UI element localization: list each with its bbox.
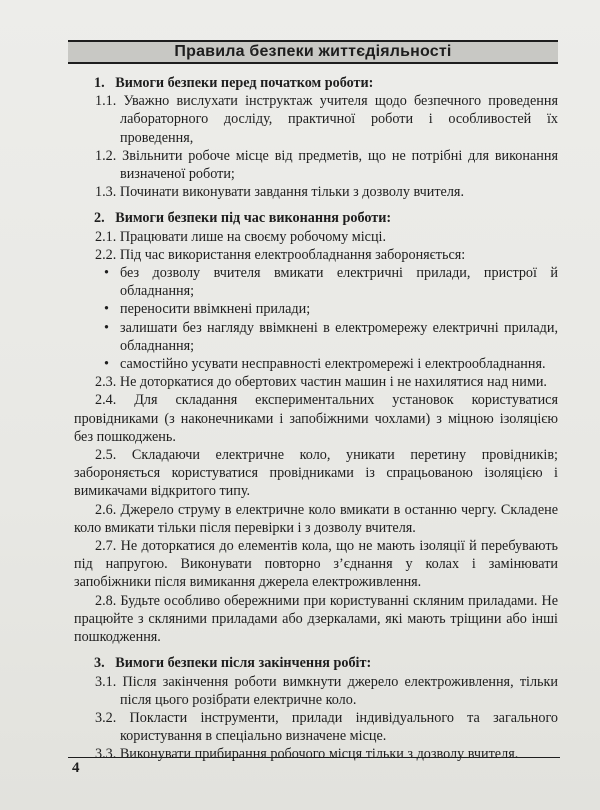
page-number: 4 [72, 760, 80, 776]
bullet-dot-icon: • [104, 319, 109, 336]
bullet-dot-icon: • [104, 356, 109, 373]
rule-item: 2.3. Не доторкатися до обертових частин машин і не нахилятися над ними. [95, 374, 547, 391]
rule-item: 1.1. Уважно вислухати інструктаж учителя щодо безпечного проведення лабораторного досліду, практичної роботи і особливостей їх проведення, [95, 93, 558, 146]
page-title: Правила безпеки життєдіяльності [174, 43, 452, 60]
bullet-item: • залишати без нагляду ввімкнені в електромережу електричні прилади, обладнання; [104, 319, 558, 354]
bullet-dot-icon: • [104, 301, 109, 318]
rule-item: 3.3. Виконувати прибирання робочого місця тільки з дозволу вчителя. [95, 746, 519, 763]
rule-item: 1.2. Звільнити робоче місце від предметів, що не потрібні для виконання визначеної роботи; [95, 147, 558, 183]
section-title: 1. Вимоги безпеки перед початком роботи: [94, 75, 374, 91]
rule-item: 2.4. Для складання експериментальних установок користуватися провідниками (з наконечниками і запобіжними чохлами) з міцною ізоляцією без пошкоджень. [74, 392, 558, 445]
rule-item: 2.8. Будьте особливо обережними при користуванні скляним приладами. Не працюйте з скляними приладами або дзеркалами, які мають тріщини або інші пошкодження. [74, 592, 559, 646]
document-content [74, 74, 558, 764]
rule-item: 2.2. Під час використання електрообладнання забороняється: [95, 246, 466, 263]
rule-item: 2.5. Складаючи електричне коло, уникати перетину провідників; забороняється користуватися провідниками із спрацьованою ізоляцією і вимикачами відкритого типу. [74, 447, 559, 500]
bullet-item: • без дозволу вчителя вмикати електричні прилади, пристрої й обладнання; [104, 265, 558, 300]
footer-divider [68, 757, 560, 758]
bullet-dot-icon: • [104, 265, 109, 282]
rule-item: 3.2. Поклaсти інструменти, прилади індивідуального та загального користування в спеціально визначене місце. [95, 709, 559, 745]
page-header-bar [68, 40, 558, 64]
rule-item: 2.7. Не доторкатися до елементів кола, що не мають ізоляції й перебувають під напругою. Виконувати повторно з’єднання у колах і замінювати запобіжники після вимикання джерела електроживлення. [74, 538, 558, 591]
section-title: 2. Вимоги безпеки під час виконання роботи: [94, 210, 392, 227]
rule-item: 3.1. Після закінчення роботи вимкнути джерело електроживлення, тільки після цього розібрати електричне коло. [95, 673, 558, 708]
bullet-item: • переносити ввімкнені прилади; [104, 301, 311, 318]
rule-item: 2.6. Джерело струму в електричне коло вмикати в останню чергу. Складене коло вмикати тільки після перевірки і з дозволу вчителя. [74, 501, 559, 536]
section-title: 3. Вимоги безпеки після закінчення робіт: [94, 655, 372, 672]
rule-item: 2.1. Працювати лише на своєму робочому місці. [95, 228, 387, 245]
rule-item: 1.3. Починати виконувати завдання тільки з дозволу вчителя. [95, 184, 464, 201]
bullet-item: • самостійно усувати несправності електромережі і електрообладнання. [104, 356, 546, 373]
